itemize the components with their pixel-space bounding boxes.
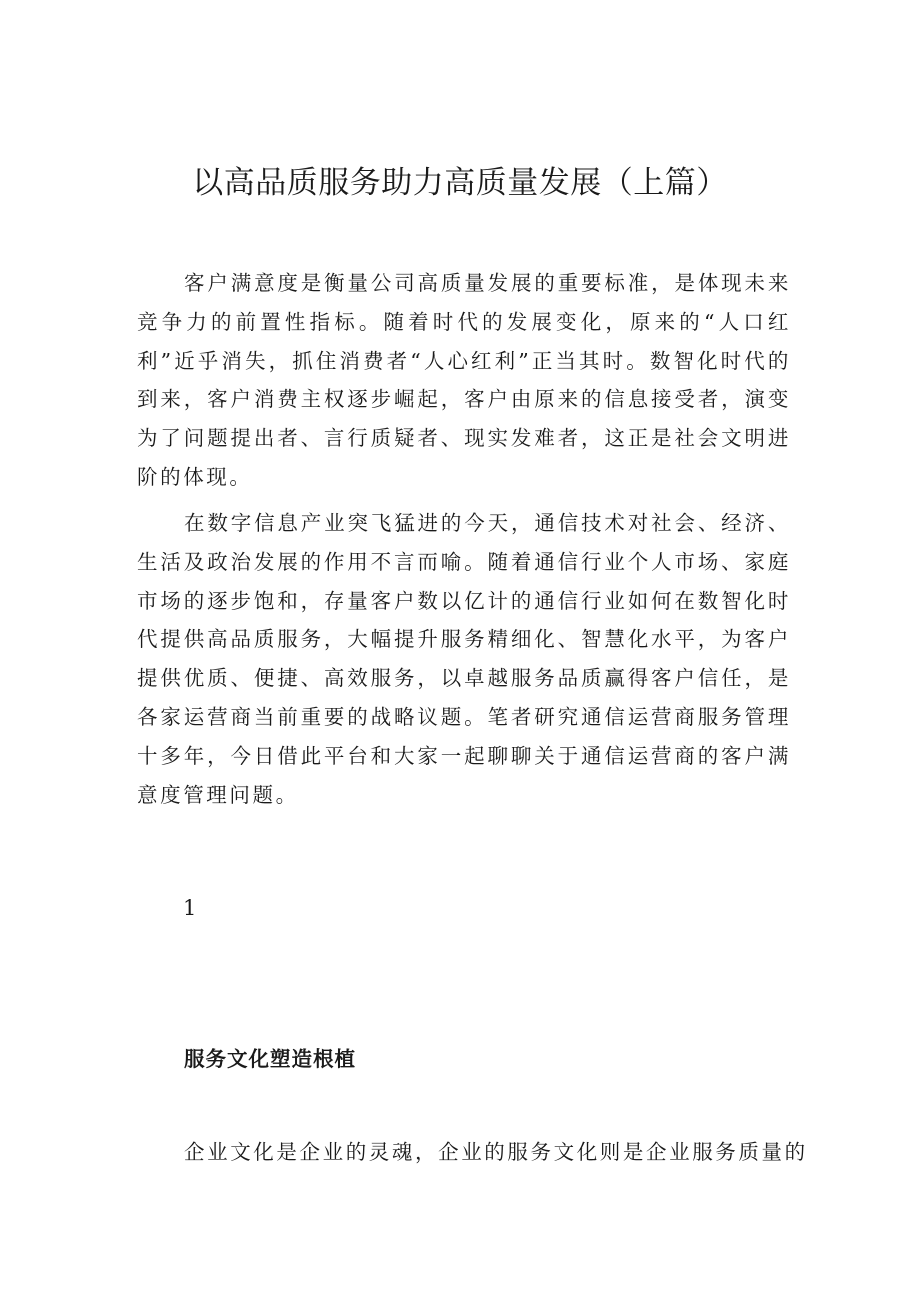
section-number: 1 <box>183 896 197 920</box>
section-heading: 服务文化塑造根植 <box>184 1047 356 1071</box>
paragraph-intro: 客户满意度是衡量公司高质量发展的重要标准，是体现未来竞争力的前置性指标。随着时代的发展变化，原来的“人口红利”近乎消失，抓住消费者“人心红利”正当其时。数智化时代的到来，客户消费主权逐步崛起，客户由原来的信息接受者，演变为了问题提出者、言行质疑者、现实发难者，这正是社会文明进阶的体现。 <box>137 271 791 489</box>
paragraph-industry: 在数字信息产业突飞猛进的今天，通信技术对社会、经济、生活及政治发展的作用不言而喻。随着通信行业个人市场、家庭市场的逐步饱和，存量客户数以亿计的通信行业如何在数智化时代提供高品质服务，大幅提升服务精细化、智慧化水平，为客户提供优质、便捷、高效服务，以卓越服务品质赢得客户信任，是各家运营商当前重要的战略议题。笔者研究通信运营商服务管理十多年，今日借此平台和大家一起聊聊关于通信运营商的客户满意度管理问题。 <box>137 511 791 807</box>
paragraph-section-body: 企业文化是企业的灵魂，企业的服务文化则是企业服务质量的 <box>184 1140 808 1164</box>
document-title: 以高品质服务助力高质量发展（上篇） <box>192 165 728 201</box>
